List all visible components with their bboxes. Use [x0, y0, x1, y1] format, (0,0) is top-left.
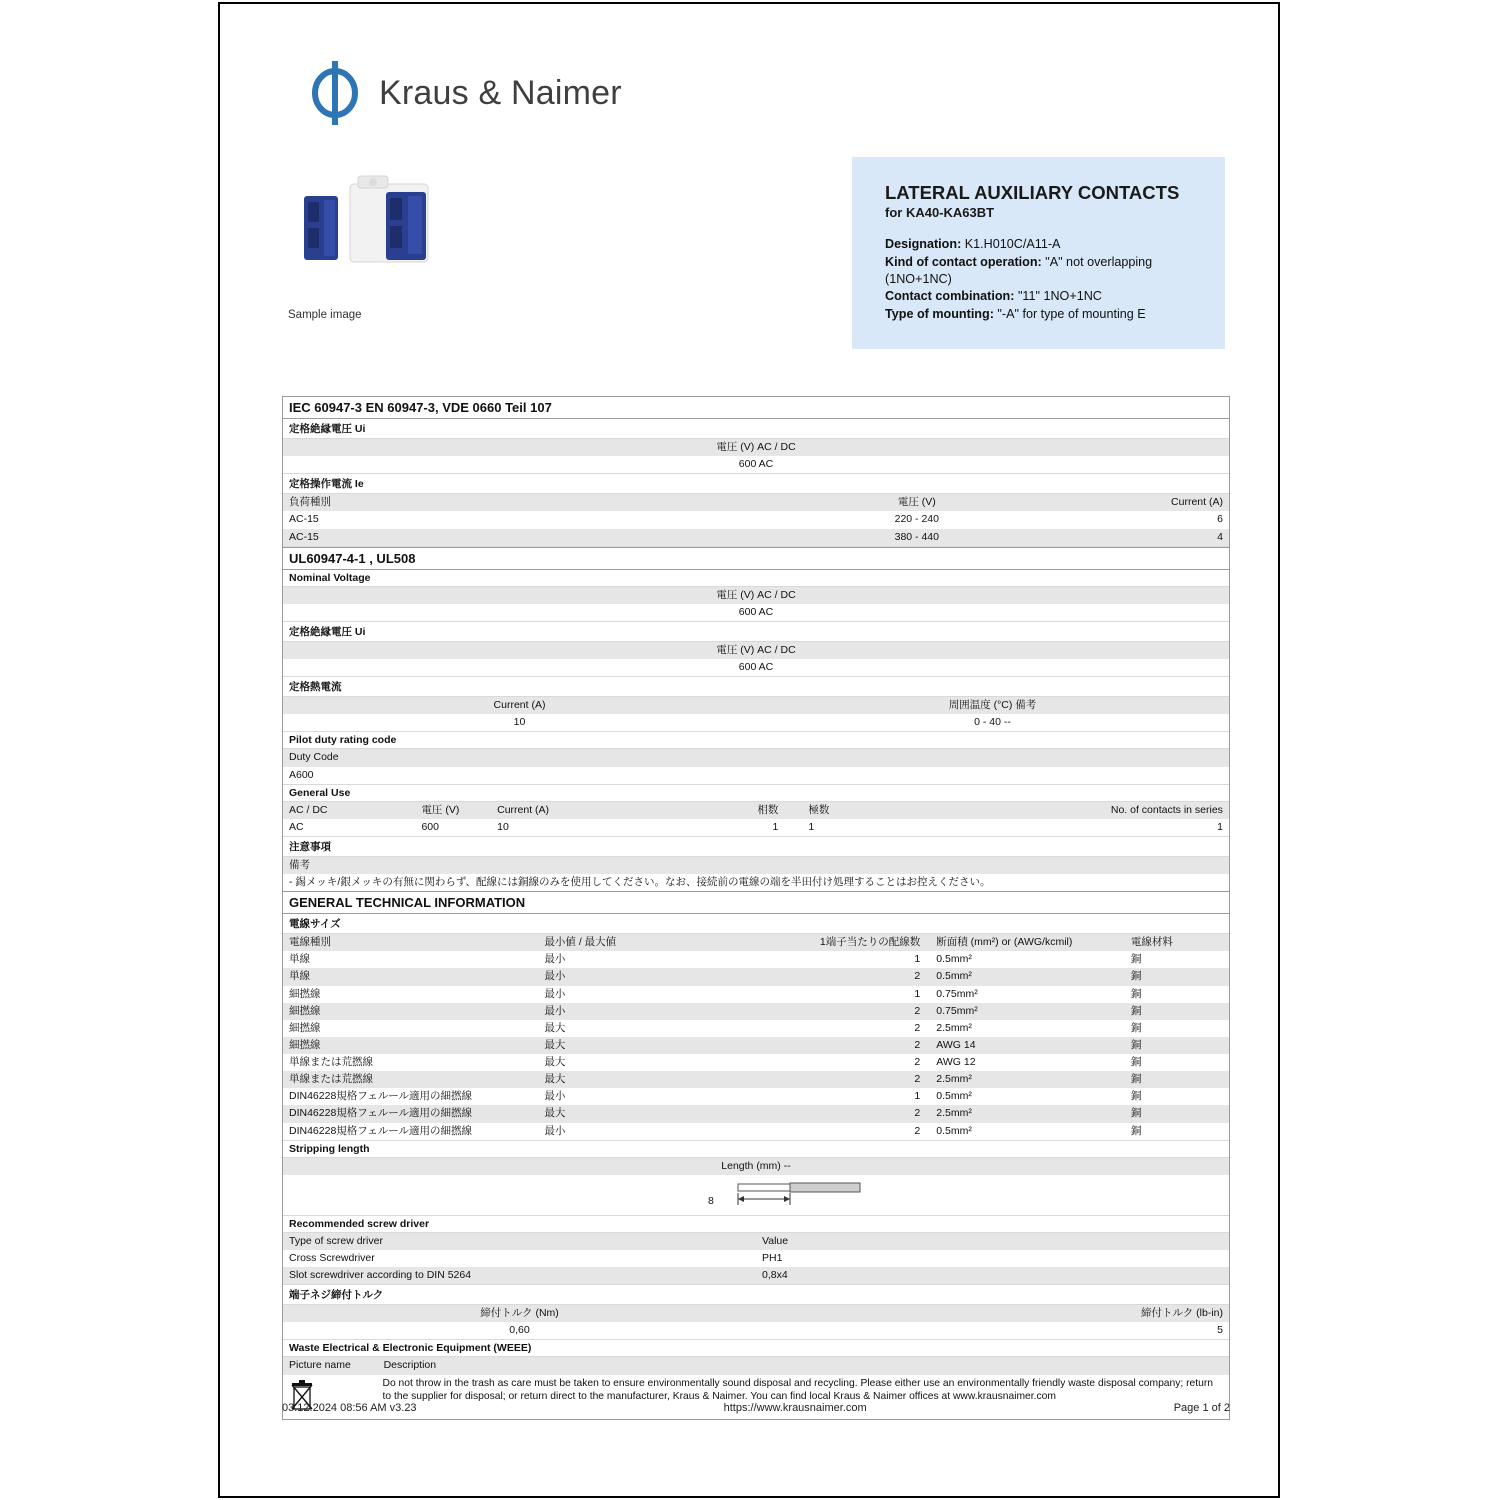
cell-material: 銅	[1130, 1073, 1142, 1086]
cell-load-type: AC-15	[289, 513, 319, 526]
cell-count: 2	[914, 1107, 921, 1120]
iec-ie-header-1: 電圧 (V)	[897, 496, 936, 509]
screwdriver-header-row	[283, 1233, 1229, 1250]
footer-page-number: Page 1 of 2	[1173, 1402, 1230, 1414]
gu-value-1: 600	[421, 820, 439, 833]
cell-section: AWG 14	[936, 1038, 976, 1051]
cell-count: 2	[914, 1004, 921, 1017]
table-row	[283, 511, 1229, 528]
weee-header-1: Description	[383, 1359, 437, 1372]
ul-general-value-row	[283, 819, 1229, 837]
ul-duty-header: Duty Code	[289, 751, 339, 764]
weee-header-row	[283, 1357, 1229, 1374]
cell-material: 銅	[1130, 1021, 1142, 1034]
wire-size-title: 電線サイズ	[283, 914, 1229, 934]
brand-logo	[305, 59, 622, 127]
cell-screwdriver-type: Cross Screwdriver	[289, 1251, 375, 1264]
screwdriver-title: Recommended screw driver	[283, 1216, 1229, 1233]
cell-current: 6	[1217, 513, 1223, 526]
designation-line	[885, 236, 1211, 253]
stripping-diagram	[283, 1175, 1229, 1215]
mounting-value: "-A" for type of mounting E	[997, 306, 1146, 321]
kind-value: "A" not overlapping (1NO+1NC)	[885, 254, 1153, 287]
designation-value: K1.H010C/A11-A	[964, 237, 1061, 252]
cell-wire-type: 単線または荒撚線	[289, 1056, 373, 1068]
screwdriver-header-0: Type of screw driver	[289, 1234, 383, 1247]
ul-general-use-title: General Use	[283, 785, 1229, 802]
cell-wire-type: DIN46228規格フェルール適用の細撚線	[289, 1107, 473, 1120]
kind-label: Kind of contact operation:	[885, 254, 1042, 269]
cell-count: 2	[914, 1124, 921, 1137]
cell-voltage: 220 - 240	[894, 513, 939, 526]
ul-ui-header: 電圧 (V) AC / DC	[716, 643, 796, 656]
torque-header-row	[283, 1305, 1229, 1322]
ul-ui-header-row	[283, 642, 1229, 659]
table-row	[283, 951, 1229, 968]
cell-wire-type: 単線	[289, 953, 310, 966]
table-row	[283, 1054, 1229, 1071]
stripping-value: 8	[708, 1194, 714, 1207]
gu-header-2: Current (A)	[497, 803, 550, 816]
weee-header-0: Picture name	[289, 1359, 351, 1372]
stripping-header-row	[283, 1158, 1229, 1175]
ul-duty-value: A600	[289, 768, 314, 781]
cell-section: AWG 12	[936, 1056, 976, 1068]
ul-thermal-value-1: 0 - 40 --	[974, 716, 1011, 729]
gu-value-5: 1	[1217, 820, 1223, 833]
iec-ui-title: 定格絶縁電圧 Ui	[283, 419, 1229, 439]
cell-minmax: 最大	[544, 1107, 566, 1120]
wire-header-3: 断面積 (mm²) or (AWG/kcmil)	[936, 936, 1073, 949]
cell-material: 銅	[1130, 953, 1142, 966]
cell-minmax: 最小	[544, 970, 566, 983]
cell-minmax: 最小	[544, 1124, 566, 1137]
cell-minmax: 最小	[544, 987, 566, 1000]
gu-header-5: No. of contacts in series	[1110, 803, 1223, 816]
cell-screwdriver-value: 0,8x4	[762, 1269, 788, 1281]
torque-header-0: 締付トルク (Nm)	[480, 1307, 559, 1320]
torque-value-1: 5	[1217, 1324, 1223, 1337]
table-row	[283, 529, 1229, 547]
gu-header-4: 極数	[808, 803, 830, 816]
ul-notes-header-row	[283, 857, 1229, 874]
cell-wire-type: 細撚線	[289, 1021, 321, 1034]
section-iec-title: IEC 60947-3 EN 60947-3, VDE 0660 Teil 107	[283, 397, 1229, 419]
stripping-header: Length (mm) --	[721, 1159, 791, 1172]
ul-notes-title: 注意事項	[283, 837, 1229, 857]
ul-thermal-header-row	[283, 697, 1229, 714]
ul-thermal-title: 定格熱電流	[283, 677, 1229, 697]
torque-header-1: 締付トルク (lb-in)	[1140, 1307, 1223, 1320]
cell-current: 4	[1217, 530, 1223, 543]
cell-section: 0.75mm²	[936, 1004, 978, 1017]
sample-image-caption: Sample image	[288, 309, 362, 321]
cell-material: 銅	[1130, 1124, 1142, 1137]
ul-ui-title: 定格絶縁電圧 Ui	[283, 622, 1229, 642]
cell-material: 銅	[1130, 1090, 1142, 1103]
cell-count: 2	[914, 1073, 921, 1086]
table-row	[283, 1003, 1229, 1020]
gu-header-3: 相数	[757, 803, 779, 816]
mounting-line	[885, 306, 1211, 323]
cell-wire-type: DIN46228規格フェルール適用の細撚線	[289, 1090, 473, 1103]
iec-ie-header-0: 負荷種別	[289, 496, 331, 509]
cell-section: 2.5mm²	[936, 1073, 972, 1086]
cell-wire-type: DIN46228規格フェルール適用の細撚線	[289, 1124, 473, 1137]
wire-header-row	[283, 934, 1229, 951]
specifications-table	[282, 396, 1230, 1420]
screwdriver-header-1: Value	[762, 1234, 789, 1247]
combination-line	[885, 288, 1211, 305]
iec-ui-header: 電圧 (V) AC / DC	[716, 441, 796, 453]
cell-count: 2	[914, 970, 921, 983]
cell-wire-type: 細撚線	[289, 1038, 321, 1051]
torque-value-0: 0,60	[509, 1324, 530, 1337]
cell-material: 銅	[1130, 987, 1142, 1000]
ul-duty-value-row	[283, 767, 1229, 785]
cell-section: 0.5mm²	[936, 970, 972, 983]
cell-load-type: AC-15	[289, 530, 319, 543]
ul-notes-text-row	[283, 874, 1229, 891]
phi-logo-icon	[305, 59, 365, 127]
product-attributes	[852, 220, 1225, 323]
cell-minmax: 最大	[544, 1038, 566, 1051]
cell-material: 銅	[1130, 1004, 1142, 1017]
cell-wire-type: 単線または荒撚線	[289, 1073, 373, 1086]
cell-voltage: 380 - 440	[894, 530, 939, 543]
gu-value-4: 1	[808, 820, 815, 833]
weee-title: Waste Electrical & Electronic Equipment (WEEE)	[283, 1340, 1229, 1357]
cell-count: 2	[914, 1056, 921, 1068]
cell-minmax: 最小	[544, 1004, 566, 1017]
ul-ui-value: 600 AC	[738, 661, 774, 673]
stripping-diagram-row	[283, 1175, 1229, 1216]
footer-timestamp: 03.12.2024 08:56 AM v3.23	[282, 1402, 417, 1414]
cell-section: 2.5mm²	[936, 1107, 972, 1120]
ul-thermal-header-1: 周囲温度 (°C) 備考	[948, 699, 1037, 712]
weee-description: Do not throw in the trash as care must be taken to ensure environmentally sound disposal and recycling. Please either use an environmentally friendly waste disposal company; return to the supplier for disposal; or return direct to the manufacturer, Kraus & Naimer. You can find local Kraus & Naimer offices at www.krausnaimer.com	[382, 1377, 1214, 1402]
table-row	[283, 1250, 1229, 1267]
product-title: LATERAL AUXILIARY CONTACTS	[885, 182, 1180, 203]
iec-ui-header-row	[283, 439, 1229, 456]
cell-material: 銅	[1130, 1107, 1142, 1120]
torque-title: 端子ネジ締付トルク	[283, 1285, 1229, 1305]
torque-value-row	[283, 1322, 1229, 1340]
cell-section: 2.5mm²	[936, 1021, 972, 1034]
ul-thermal-header-0: Current (A)	[493, 699, 546, 712]
cell-minmax: 最大	[544, 1073, 566, 1086]
table-row	[283, 1071, 1229, 1088]
section-general-technical-title: GENERAL TECHNICAL INFORMATION	[283, 891, 1229, 914]
iec-ie-header-2: Current (A)	[1171, 496, 1223, 509]
kind-line	[885, 254, 1211, 289]
cell-minmax: 最小	[544, 953, 566, 966]
cell-wire-type: 細撚線	[289, 987, 321, 1000]
ul-notes-text: - 錫メッキ/銀メッキの有無に関わらず、配線には銅線のみを使用してください。なお、接続前の電線の端を半田付け処理することはお控えください。	[289, 876, 991, 888]
ul-nominal-value: 600 AC	[738, 605, 774, 618]
wire-header-0: 電線種別	[289, 936, 331, 949]
product-image	[288, 166, 478, 281]
cell-count: 2	[914, 1038, 921, 1051]
designation-label: Designation:	[885, 237, 962, 252]
table-row	[283, 1267, 1229, 1285]
datasheet-sheet	[218, 2, 1280, 1498]
ul-pilot-title: Pilot duty rating code	[283, 732, 1229, 749]
table-row	[283, 1105, 1229, 1122]
footer-url: https://www.krausnaimer.com	[723, 1402, 867, 1414]
cell-screwdriver-value: PH1	[762, 1251, 783, 1264]
cell-section: 0.5mm²	[936, 953, 972, 966]
cell-count: 1	[914, 987, 921, 1000]
wire-header-4: 電線材料	[1130, 936, 1173, 949]
ul-notes-header: 備考	[289, 858, 310, 871]
iec-ie-header-row	[283, 494, 1229, 511]
cell-minmax: 最大	[544, 1056, 566, 1068]
table-row	[283, 1037, 1229, 1054]
cell-count: 1	[914, 1090, 921, 1103]
cell-section: 0.5mm²	[936, 1124, 972, 1137]
cell-count: 2	[914, 1021, 921, 1034]
cell-wire-type: 細撚線	[289, 1004, 321, 1017]
table-row	[283, 1123, 1229, 1141]
ul-thermal-value-0: 10	[513, 716, 526, 729]
ul-nominal-value-row	[283, 604, 1229, 622]
gu-value-2: 10	[497, 820, 509, 833]
table-row	[283, 986, 1229, 1003]
table-row	[283, 1020, 1229, 1037]
mounting-label: Type of mounting:	[885, 306, 994, 321]
cell-minmax: 最小	[544, 1090, 566, 1103]
brand-name: Kraus & Naimer	[379, 73, 622, 112]
iec-ui-value-row	[283, 456, 1229, 474]
table-row	[283, 968, 1229, 985]
gu-header-1: 電圧 (V)	[421, 803, 460, 816]
ul-duty-header-row	[283, 749, 1229, 766]
combination-value: "11" 1NO+1NC	[1017, 289, 1102, 304]
cell-material: 銅	[1130, 1038, 1142, 1051]
page-footer	[282, 1402, 1230, 1414]
cell-section: 0.5mm²	[936, 1090, 972, 1103]
stripping-length-title: Stripping length	[283, 1141, 1229, 1158]
combination-label: Contact combination:	[885, 289, 1015, 304]
product-summary-box	[852, 157, 1225, 349]
ul-nominal-voltage-title: Nominal Voltage	[283, 570, 1229, 587]
cell-count: 1	[914, 953, 921, 966]
product-subtitle: for KA40-KA63BT	[885, 205, 995, 221]
gu-value-0: AC	[289, 820, 304, 833]
iec-ui-value: 600 AC	[738, 458, 774, 471]
gu-value-3: 1	[772, 820, 779, 833]
wire-header-2: 1端子当たりの配線数	[819, 936, 921, 949]
section-ul-title: UL60947-4-1 , UL508	[283, 547, 1229, 570]
cell-screwdriver-type: Slot screwdriver according to DIN 5264	[289, 1269, 472, 1281]
cell-material: 銅	[1130, 970, 1142, 983]
ul-nominal-header-row	[283, 587, 1229, 604]
cell-minmax: 最大	[544, 1021, 566, 1034]
cell-material: 銅	[1130, 1056, 1142, 1068]
ul-ui-value-row	[283, 659, 1229, 677]
cell-section: 0.75mm²	[936, 987, 978, 1000]
ul-nominal-header: 電圧 (V) AC / DC	[716, 588, 796, 601]
table-row	[283, 1088, 1229, 1105]
wire-header-1: 最小値 / 最大値	[544, 936, 617, 949]
ul-general-header-row	[283, 802, 1229, 819]
gu-header-0: AC / DC	[289, 803, 328, 816]
ul-thermal-value-row	[283, 714, 1229, 732]
cell-wire-type: 単線	[289, 970, 310, 983]
iec-ie-title: 定格操作電流 Ie	[283, 474, 1229, 494]
